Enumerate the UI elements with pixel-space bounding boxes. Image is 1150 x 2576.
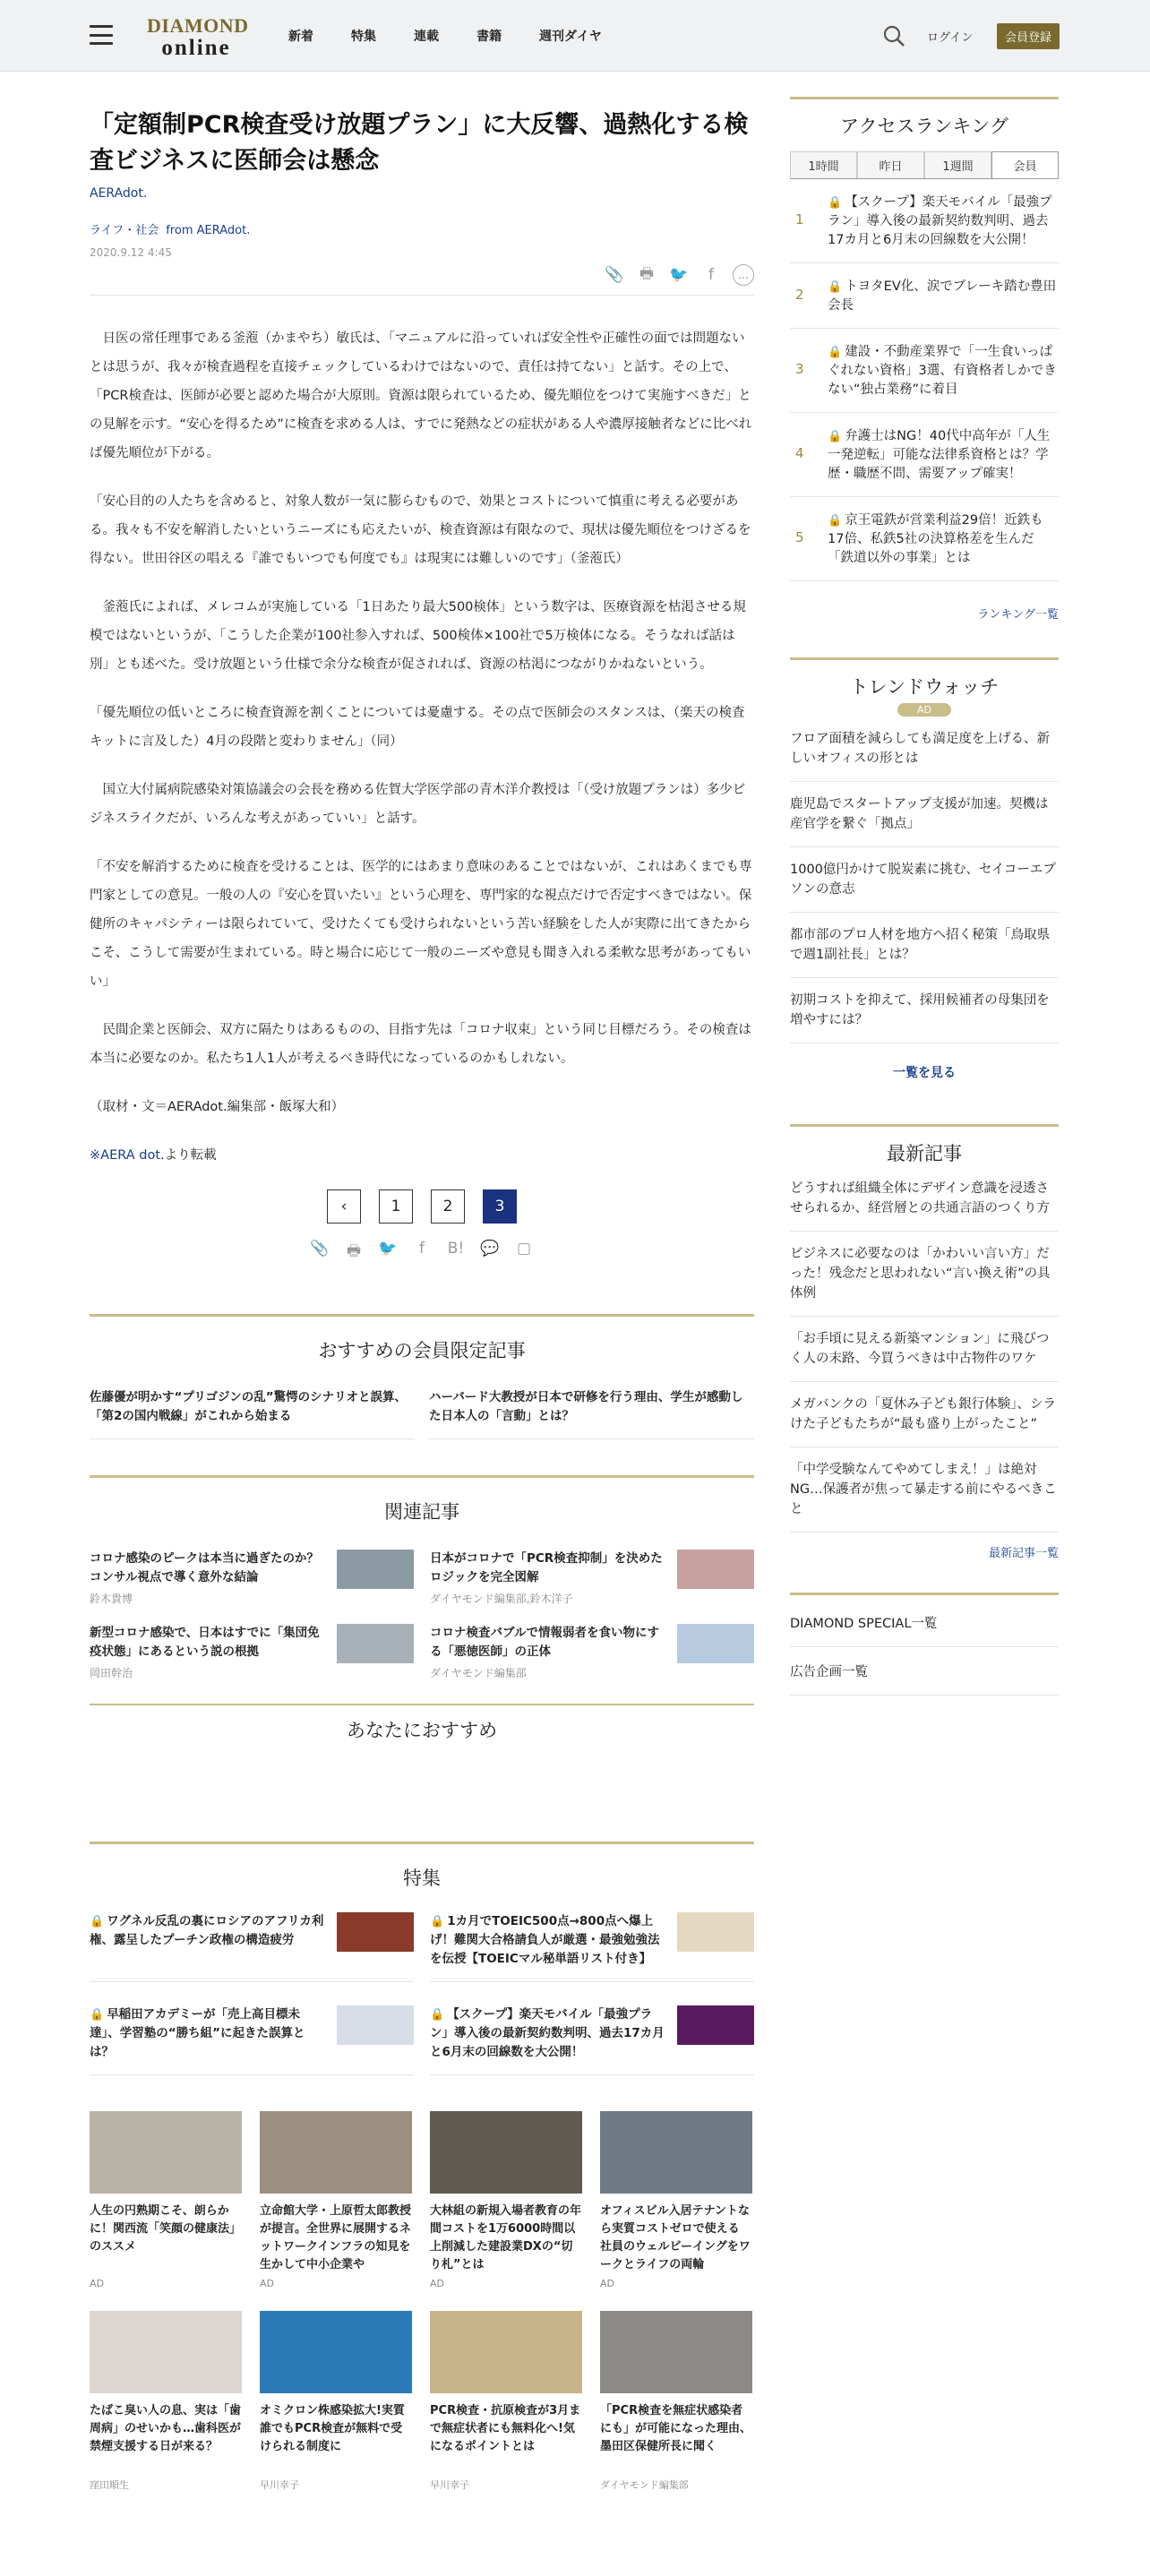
rank-title: 京王電鉄が営業利益29倍！近鉄も17倍、私鉄5社の決算格差を生んだ「鉄道以外の事業」とは <box>828 513 1043 565</box>
pager-prev-button[interactable]: ‹ <box>327 1189 361 1224</box>
pager-page-3[interactable]: 3 <box>483 1189 517 1224</box>
feature-title: ワグネル反乱の裏にロシアのアフリカ利権、露呈したプーチン政権の構造疲労 <box>90 1914 324 1947</box>
article-paragraph: 民間企業と医師会、双方に隔たりはあるものの、目指す先は「コロナ収束」という同じ目標だろう。その検査は本当に必要なのか。私たち1人1人が考えるべき時代になっているのかもしれない。 <box>90 1023 751 1066</box>
tab-yesterday[interactable]: 昨日 <box>857 151 924 178</box>
related-author: 岡田幹治 <box>90 1667 133 1679</box>
card-image <box>600 2111 752 2194</box>
feature-title: 【スクープ】楽天モバイル「最強プラン」導入後の最新契約数判明、過去17カ月と6月末の回線数を大公開！ <box>430 2007 665 2059</box>
rank-number: 1 <box>795 211 804 228</box>
article-paragraph: 「優先順位の低いところに検査資源を割くことについては憂慮する。その点で医師会のスタンスは、（楽天の検査キットに言及した）4月の段階と変わりません」（同） <box>90 706 745 749</box>
reprint-note <box>90 1141 754 1170</box>
article-category <box>90 220 754 237</box>
content-card[interactable] <box>600 2111 752 2289</box>
card-tag: AD <box>600 2278 614 2289</box>
nav-item-books[interactable]: 書籍 <box>476 30 502 44</box>
ranking-item[interactable] <box>790 497 1059 581</box>
related-article[interactable] <box>430 1550 754 1606</box>
related-title: 新型コロナ感染で、日本はすでに「集団免疫状態」にあるという説の根拠 <box>90 1626 320 1659</box>
card-tag: AD <box>260 2278 274 2289</box>
ad-project-link[interactable]: 広告企画一覧 <box>790 1647 1059 1696</box>
related-title: コロナ検査バブルで情報弱者を食い物にする「悪徳医師」の正体 <box>430 1626 659 1659</box>
trend-more-link[interactable]: 一覧を見る <box>893 1066 956 1080</box>
related-article[interactable] <box>90 1550 414 1606</box>
from-link[interactable]: from AERAdot. <box>166 224 251 237</box>
card-title: たばこ臭い人の息、実は「歯周病」のせいかも…歯科医が禁煙支援する日が来る？ <box>90 2404 242 2453</box>
nav-item-new[interactable]: 新着 <box>288 30 313 44</box>
site-logo[interactable] <box>147 14 249 60</box>
facebook-icon[interactable]: f <box>419 1240 425 1258</box>
feature-title: 1カ月でTOEIC500点→800点へ爆上げ！難関大合格請負人が厳選・最強勉強法を伝授【TOEICマル秘単語リスト付き】 <box>430 1914 660 1966</box>
lock-icon: 🔒 <box>828 514 843 528</box>
content-card[interactable] <box>90 2111 242 2289</box>
pagination <box>90 1189 754 1224</box>
lock-icon: 🔒 <box>828 280 843 294</box>
feature-article[interactable] <box>430 2005 754 2075</box>
sidebar <box>790 97 1059 1696</box>
lock-icon: 🔒 <box>90 1915 105 1928</box>
card-image <box>430 2111 582 2194</box>
print-icon[interactable]: 🖶 <box>639 264 655 283</box>
ad-badge: AD <box>897 703 951 717</box>
latest-item[interactable]: 「お手頃に見える新築マンション」に飛びつく人の末路、今買うべきは中古物件のワケ <box>790 1317 1059 1382</box>
related-author: ダイヤモンド編集部,鈴木洋子 <box>430 1593 573 1605</box>
nav-item-weekly[interactable]: 週刊ダイヤ <box>539 30 602 44</box>
ad-card-row <box>90 2111 754 2289</box>
for-you-section <box>90 1704 754 1822</box>
rank-number: 4 <box>795 445 804 461</box>
member-recommend-section <box>90 1314 754 1439</box>
share-bar-top <box>90 264 754 296</box>
ranking-item[interactable] <box>790 413 1059 497</box>
latest-item[interactable]: どうすれば組織全体にデザイン意識を浸透させられるか、経営層との共通言語のつくり方 <box>790 1166 1059 1232</box>
trend-item[interactable]: 初期コストを抑えて、採用候補者の母集団を増やすには？ <box>790 978 1059 1043</box>
related-card-row <box>90 2311 754 2492</box>
reprint-suffix: より転載 <box>164 1148 217 1163</box>
lock-icon: 🔒 <box>828 196 843 210</box>
rank-title: 建設・不動産業界で「一生食いっぱぐれない資格」3選、有資格者しかできない“独占業務”に着目 <box>828 345 1057 397</box>
ranking-item[interactable] <box>790 329 1059 413</box>
diamond-special-link[interactable]: DIAMOND SPECIAL一覧 <box>790 1599 1059 1647</box>
card-title: 大林組の新規入場者教育の年間コストを1万6000時間以上削減した建設業DXの“切り札”とは <box>430 2204 582 2271</box>
article-paragraph: 「安心目的の人たちを含めると、対象人数が一気に膨らむもので、効果とコストについて慎重に考える必要がある。我々も不安を解消したいというニーズにも応えたいが、検査資源は有限なので、現状は優先順位をつけざるを得ない。世田谷区の唱える『誰でもいつでも何度でも』は現実には難しいのです」（釜萢氏） <box>90 494 751 566</box>
twitter-icon[interactable]: 🐦 <box>378 1240 398 1258</box>
related-title: 日本がコロナで「PCR検査抑制」を決めたロジックを完全図解 <box>430 1551 663 1584</box>
card-title: 人生の円熟期こそ、朗らかに！関西流「笑顔の健康法」のススメ <box>90 2204 242 2254</box>
nav-item-features[interactable]: 特集 <box>351 30 376 44</box>
related-thumbnail <box>677 1624 754 1663</box>
access-ranking <box>790 97 1059 622</box>
register-button[interactable]: 会員登録 <box>997 23 1060 49</box>
card-author: 早川幸子 <box>430 2479 469 2491</box>
card-image <box>90 2111 242 2194</box>
article-column <box>90 107 754 2492</box>
trend-watch <box>790 657 1059 1081</box>
feature-thumbnail <box>337 1912 414 1952</box>
content-card[interactable] <box>260 2111 412 2289</box>
ranking-tabs <box>790 151 1059 179</box>
login-link[interactable]: ログイン <box>927 31 974 45</box>
content-card[interactable] <box>260 2311 412 2492</box>
related-thumbnail <box>337 1550 414 1589</box>
pager-page-2[interactable]: 2 <box>431 1189 465 1224</box>
card-title: 立命館大学・上原哲太郎教授が提言。全世界に展開するネットワークインフラの知見を生かして中小企業や <box>260 2204 412 2271</box>
card-title: オミクロン株感染拡大!実質誰でもPCR検査が無料で受けられる制度に <box>260 2404 405 2453</box>
logo-text-bottom: online <box>161 36 231 60</box>
feature-article[interactable] <box>430 1912 754 1982</box>
lock-icon: 🔒 <box>90 2008 105 2022</box>
content-card[interactable] <box>430 2111 582 2289</box>
tab-1week[interactable]: 1週間 <box>924 151 991 178</box>
article-date: 2020.9.12 4:45 <box>90 246 172 259</box>
feature-thumbnail <box>677 2005 754 2045</box>
section-title: 関連記事 <box>384 1501 459 1523</box>
article-paragraph: 「不安を解消するために検査を受けることは、医学的にはあまり意味のあることではないが、これはあくまでも専門家としての意見。一般の人の『安心を買いたい』という心理を、専門家的な視点だけで否定すべきではない。保健所のキャパシティーは限られていて、受けたくても受けられないという苦い経験をした人が実際に出てきたからこそ、こうして需要が生まれている。時と場合に応じて一般のニーズや意見も聞き入れる柔軟な思考があってもいい」 <box>90 860 752 989</box>
related-article[interactable] <box>90 1624 414 1680</box>
article-paragraph: 国立大付属病院感染対策協議会の会長を務める佐賀大学医学部の青木洋介教授は「（受け放題プランは）多少ビジネスライクだが、いろんな考えがあっていい」と話す。 <box>90 783 746 826</box>
latest-title: 最新記事 <box>887 1143 962 1164</box>
share-bar-bottom <box>90 1240 754 1266</box>
card-image <box>430 2311 582 2393</box>
facebook-icon[interactable]: f <box>708 266 714 284</box>
related-article[interactable] <box>430 1624 754 1680</box>
tab-1hour[interactable]: 1時間 <box>790 151 857 178</box>
main-nav <box>288 27 639 45</box>
clip-icon[interactable]: 📎 <box>310 1240 330 1258</box>
special-links <box>790 1593 1059 1696</box>
ranking-title: アクセスランキング <box>840 116 1008 137</box>
related-author: ダイヤモンド編集部 <box>430 1667 527 1679</box>
card-author: 早川幸子 <box>260 2479 299 2491</box>
hatena-icon[interactable]: B! <box>447 1240 465 1258</box>
search-icon[interactable] <box>881 23 906 48</box>
card-title: PCR検査・抗原検査が3月まで無症状者にも無料化へ!気になるポイントとは <box>430 2404 581 2453</box>
section-title: あなたにおすすめ <box>346 1720 498 1741</box>
tab-member[interactable]: 会員 <box>991 151 1059 178</box>
line-icon[interactable]: 💬 <box>480 1240 500 1258</box>
content-card[interactable] <box>90 2311 242 2492</box>
feature-article[interactable] <box>90 2005 414 2075</box>
section-title: おすすめの会員限定記事 <box>318 1340 526 1361</box>
article-body <box>90 324 754 1170</box>
more-icon[interactable]: … <box>733 264 754 286</box>
clip-icon[interactable]: 📎 <box>605 266 624 284</box>
related-section <box>90 1475 754 1680</box>
related-thumbnail <box>677 1550 754 1589</box>
latest-item[interactable]: 「中学受験なんてやめてしまえ！」は絶対NG…保護者が焦って暴走する前にやるべきこと <box>790 1447 1059 1533</box>
lock-icon: 🔒 <box>828 430 843 443</box>
article-credit: （取材・文＝AERAdot.編集部・飯塚大和） <box>90 1100 345 1114</box>
rank-title: 【スクープ】楽天モバイル「最強プラン」導入後の最新契約数判明、過去17カ月と6月末の回線数を大公開！ <box>828 195 1052 247</box>
card-tag: AD <box>90 2278 104 2289</box>
trend-item[interactable]: 鹿児島でスタートアップ支援が加速。契機は産官学を繋ぐ「拠点」 <box>790 782 1059 847</box>
member-article-link[interactable]: ハーバード大教授が日本で研修を行う理由、学生が感動した日本人の「言動」とは？ <box>429 1388 754 1439</box>
rank-title: トヨタEV化、涙でブレーキ踏む豊田会長 <box>828 279 1057 313</box>
latest-item[interactable]: メガバンクの「夏休み子ども銀行体験」、シラけた子どもたちが“最も盛り上がったこと” <box>790 1382 1059 1447</box>
section-title: 特集 <box>403 1868 441 1889</box>
related-thumbnail <box>337 1624 414 1663</box>
feature-title: 早稲田アカデミーが「売上高目標未達」、学習塾の“勝ち組”に起きた誤算とは？ <box>90 2007 305 2059</box>
card-image <box>90 2311 242 2393</box>
related-author: 鈴木貴博 <box>90 1593 133 1605</box>
rank-number: 3 <box>795 361 804 377</box>
ranking-item[interactable] <box>790 179 1059 263</box>
article-source[interactable]: AERAdot. <box>90 186 148 201</box>
print-icon[interactable]: 🖶 <box>346 1242 362 1260</box>
card-tag: AD <box>430 2278 444 2289</box>
lock-icon: 🔒 <box>828 346 843 359</box>
latest-more-link[interactable]: 最新記事一覧 <box>988 1547 1059 1560</box>
pager-page-1[interactable]: 1 <box>379 1189 413 1224</box>
ranking-item[interactable] <box>790 263 1059 329</box>
category-link[interactable]: ライフ・社会 <box>90 224 159 237</box>
content-card[interactable] <box>600 2311 752 2492</box>
rank-title: 弁護士はNG！40代中高年が「人生一発逆転」可能な法律系資格とは？学歴・職歴不問、需要アップ確実！ <box>828 429 1051 481</box>
feature-thumbnail <box>677 1912 754 1952</box>
feature-thumbnail <box>337 2005 414 2045</box>
card-image <box>260 2111 412 2194</box>
trend-title: トレンドウォッチ <box>849 676 1000 698</box>
card-title: オフィスビル入居テナントなら実質コストゼロで使える 社員のウェルビーイングをワークとライフの両輪 <box>600 2204 751 2271</box>
ranking-more-link[interactable]: ランキング一覧 <box>977 608 1059 622</box>
menu-icon[interactable] <box>90 25 113 45</box>
rank-number: 2 <box>795 287 804 303</box>
card-title: 「PCR検査を無症状感染者にも」が可能になった理由、墨田区保健所長に聞く <box>600 2404 752 2453</box>
lock-icon: 🔒 <box>430 1915 445 1928</box>
latest-item[interactable]: ビジネスに必要なのは「かわいい言い方」だった！残念だと思われない“言い換え術”の具体例 <box>790 1232 1059 1317</box>
trend-item[interactable]: フロア面積を減らしても満足度を上げる、新しいオフィスの形とは <box>790 717 1059 782</box>
twitter-icon[interactable]: 🐦 <box>669 266 689 284</box>
aera-dot-link[interactable]: ※AERA dot. <box>90 1148 165 1163</box>
content-card[interactable] <box>430 2311 582 2492</box>
trend-item[interactable]: 1000億円かけて脱炭素に挑む、セイコーエプソンの意志 <box>790 847 1059 913</box>
site-header <box>0 0 1150 72</box>
latest-articles <box>790 1124 1059 1560</box>
pocket-icon[interactable]: ▢ <box>516 1240 532 1258</box>
article-paragraph: 釜萢氏によれば、メレコムが実施している「1日あたり最大500検体」という数字は、医療資源を枯渇させる規模ではないというが、「こうした企業が100社参入すれば、500検体×100社で5万検体になる。そうなれば話は別」とも述べた。受け放題という仕様で余分な検査が促されれば、資源の枯渇につながりかねないという。 <box>90 600 746 672</box>
article-paragraph: 日医の常任理事である釜萢（かまやち）敏氏は、「マニュアルに沿っていれば安全性や正確性の面では問題ないとは思うが、我々が検査過程を直接チェックしているわけではないので、責任は持てない」と話す。その上で、「PCR検査は、医師が必要と認めた場合が大原則。資源は限られているため、優先順位をつけて実施すべきだ」との見解を示す。“安心を得るため”に検査を求める人は、すでに発熱などの症状がある人や濃厚接触者などに比べれば優先順位が下がる。 <box>90 331 752 460</box>
nav-item-series[interactable]: 連載 <box>414 30 439 44</box>
rank-number: 5 <box>795 529 804 545</box>
features-section <box>90 1842 754 2075</box>
related-title: コロナ感染のピークは本当に過ぎたのか？コンサル視点で導く意外な結論 <box>90 1551 319 1584</box>
member-article-link[interactable]: 佐藤優が明かす“プリゴジンの乱”驚愕のシナリオと誤算、「第2の国内戦線」がこれから始まる <box>90 1388 415 1439</box>
card-author: ダイヤモンド編集部 <box>600 2479 689 2491</box>
lock-icon: 🔒 <box>430 2008 445 2022</box>
card-author: 窪田順生 <box>90 2479 129 2491</box>
feature-article[interactable] <box>90 1912 414 1982</box>
card-image <box>600 2311 752 2393</box>
card-image <box>260 2311 412 2393</box>
article-title: 「定額制PCR検査受け放題プラン」に大反響、過熱化する検査ビジネスに医師会は懸念 <box>90 111 749 175</box>
logo-text-top: DIAMOND <box>147 14 249 37</box>
trend-item[interactable]: 都市部のプロ人材を地方へ招く秘策「鳥取県で週1副社長」とは？ <box>790 913 1059 978</box>
